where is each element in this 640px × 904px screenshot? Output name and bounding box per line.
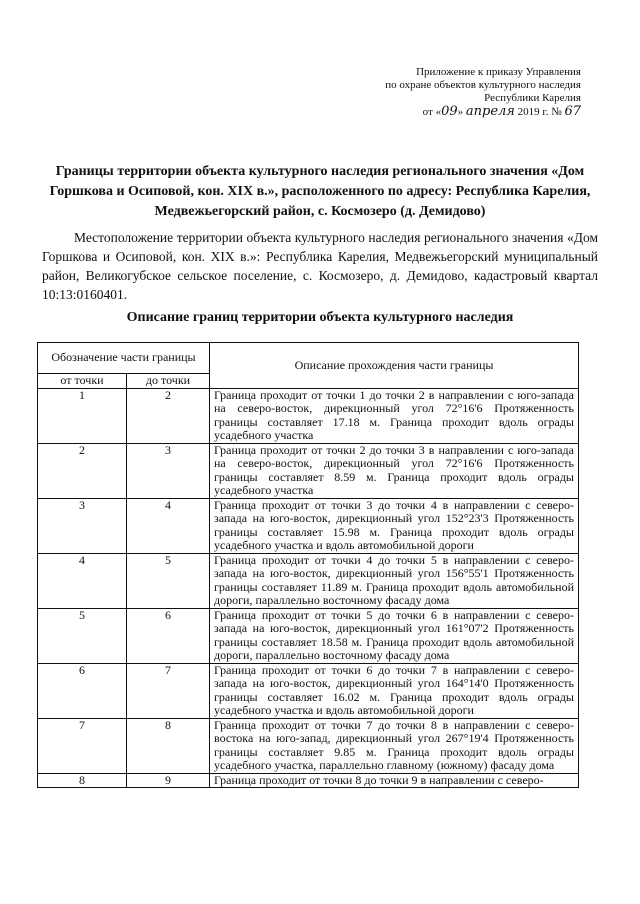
header-description: Описание прохождения части границы: [210, 343, 579, 389]
table-row: [38, 663, 579, 718]
order-number: 67: [564, 104, 581, 119]
date-mid: »: [457, 106, 464, 118]
cell-description: Граница проходит от точки 4 до точки 5 в направлении с северо-запада на юго-восток, дирекционный угол 156°55'1 Протяженность границы составляет 11.89 м. Граница проходит вдоль автомобильной дороги, параллельно восточному фасаду дома: [210, 553, 579, 608]
cell-description: Граница проходит от точки 1 до точки 2 в направлении с юго-запада на северо-восток, дирекционный угол 72°16'6 Протяженность границы составляет 17.18 м. Граница проходит вдоль ограды усадебного участка: [210, 388, 579, 443]
table-row: [38, 388, 579, 443]
cell-to: 6: [127, 608, 210, 663]
cell-to: 5: [127, 553, 210, 608]
cell-to: 8: [127, 718, 210, 773]
cell-from: 7: [38, 718, 127, 773]
section-subtitle: Описание границ территории объекта культурного наследия: [126, 310, 514, 325]
table-row: [38, 443, 579, 498]
cell-from: 8: [38, 773, 127, 788]
table-row: [38, 498, 579, 553]
appendix-header: [321, 66, 581, 119]
cell-description: Граница проходит от точки 5 до точки 6 в направлении с северо-запада на юго-восток, дирекционный угол 161°07'2 Протяженность границы составляет 18.58 м. Граница проходит вдоль автомобильной дороги, параллельно восточному фасаду дома: [210, 608, 579, 663]
appendix-line-1: Приложение к приказу Управления: [416, 66, 581, 78]
cell-from: 1: [38, 388, 127, 443]
document-title: Границы территории объекта культурного наследия регионального значения «Дом Горшкова и Осиповой, кон. XIX в.», расположенного по адресу: Республика Карелия, Медвежьегорский район, с. Космозеро (д. Демидово): [49, 164, 591, 219]
cell-description: Граница проходит от точки 2 до точки 3 в направлении с юго-запада на северо-восток, дирекционный угол 72°16'6 Протяженность границы составляет 8.59 м. Граница проходит вдоль ограды усадебного участка: [210, 443, 579, 498]
order-year: 2019 г. №: [517, 106, 562, 118]
order-day: 09: [441, 104, 458, 119]
cell-to: 7: [127, 663, 210, 718]
cell-description: Граница проходит от точки 6 до точки 7 в направлении с северо-запада на юго-восток, дирекционный угол 164°14'0 Протяженность границы составляет 16.02 м. Граница проходит вдоль ограды усадебного участка и вдоль автомобильной дороги: [210, 663, 579, 718]
header-to: до точки: [127, 374, 210, 389]
cell-from: 5: [38, 608, 127, 663]
date-prefix: от «: [422, 106, 442, 118]
boundary-table: [37, 342, 579, 788]
header-from: от точки: [38, 374, 127, 389]
header-part: Обозначение части границы: [38, 343, 210, 374]
table-row: [38, 773, 579, 788]
cell-from: 3: [38, 498, 127, 553]
cell-description: Граница проходит от точки 7 до точки 8 в направлении с северо-востока на юго-запад, дирекционный угол 267°19'4 Протяженность границы составляет 9.85 м. Граница проходит вдоль ограды усадебного участка, параллельно главному (южному) фасаду дома: [210, 718, 579, 773]
cell-description: Граница проходит от точки 8 до точки 9 в направлении с северо-: [210, 773, 579, 788]
cell-from: 4: [38, 553, 127, 608]
table-row: [38, 718, 579, 773]
table-row: [38, 553, 579, 608]
table-row: [38, 608, 579, 663]
cell-to: 2: [127, 388, 210, 443]
cell-from: 6: [38, 663, 127, 718]
cell-to: 4: [127, 498, 210, 553]
cell-to: 3: [127, 443, 210, 498]
appendix-line-2: по охране объектов культурного наследия: [385, 79, 581, 91]
order-date-line: [321, 105, 581, 119]
cell-description: Граница проходит от точки 3 до точки 4 в направлении с северо-запада на юго-восток, дирекционный угол 152°23'3 Протяженность границы составляет 15.98 м. Граница проходит вдоль ограды усадебного участка и вдоль автомобильной дороги: [210, 498, 579, 553]
cell-to: 9: [127, 773, 210, 788]
appendix-line-3: Республики Карелия: [484, 92, 581, 104]
order-month: апреля: [465, 104, 515, 119]
cell-from: 2: [38, 443, 127, 498]
location-paragraph: Местоположение территории объекта культурного наследия регионального значения «Дом Горшкова и Осиповой, кон. XIX в.»: Республика Карелия, Медвежьегорский муниципальный район, Великогубское сельское поселение, с. Космозеро, д. Демидово, кадастровый квартал 10:13:0160401.: [42, 230, 598, 302]
